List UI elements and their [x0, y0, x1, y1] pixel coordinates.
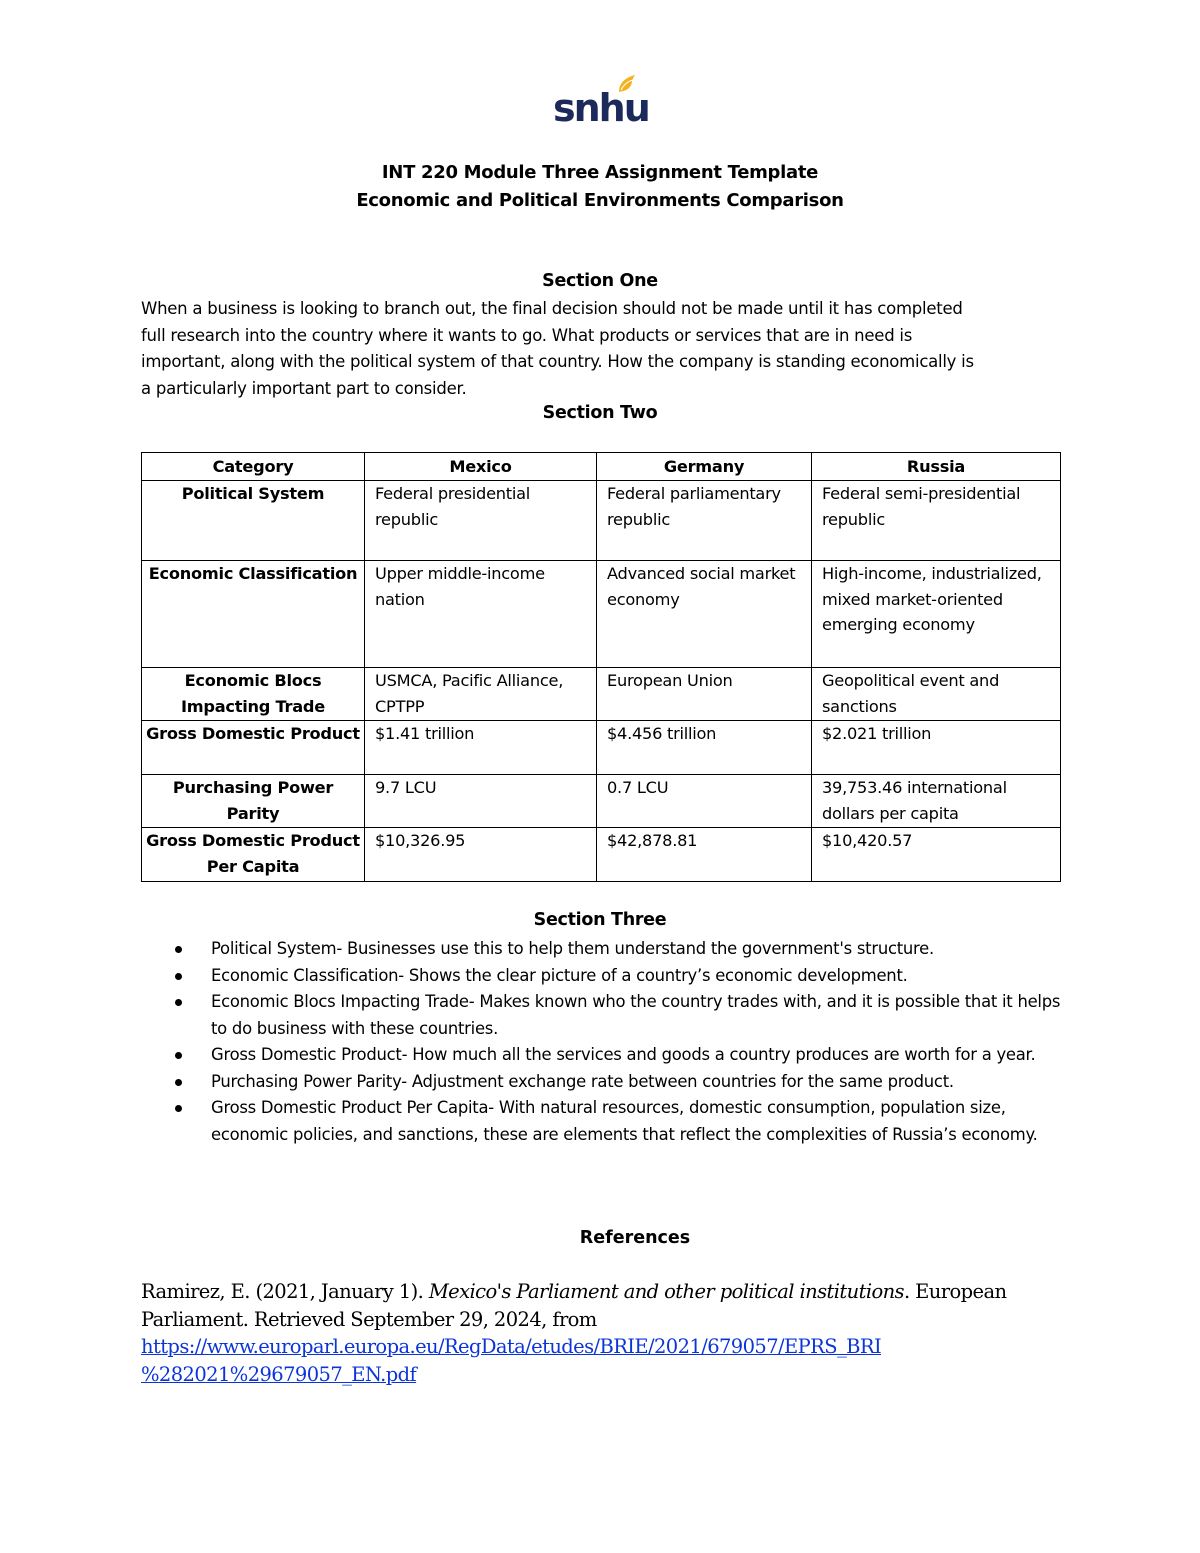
cell-russia: High-income, industrialized, mixed market-oriented emerging economy — [812, 561, 1061, 668]
paragraph-line: When a business is looking to branch out, the final decision should not be made until it has completed — [141, 299, 963, 318]
document-subtitle: Economic and Political Environments Comparison — [356, 190, 844, 211]
list-item: Gross Domestic Product Per Capita- With natural resources, domestic consumption, population size, economic policies, and sanctions, these are elements that reflect the complexities of Russia’s economy. — [141, 1095, 1061, 1148]
bullet-icon — [175, 999, 182, 1006]
section-one-paragraph — [141, 296, 1061, 402]
cell-mexico: $1.41 trillion — [365, 721, 597, 775]
bullet-icon — [175, 1052, 182, 1059]
cell-mexico: 9.7 LCU — [365, 775, 597, 828]
row-category: Economic Blocs Impacting Trade — [142, 668, 365, 721]
reference-entry — [141, 1278, 1061, 1388]
column-header-russia: Russia — [812, 453, 1061, 481]
list-item: Purchasing Power Parity- Adjustment exchange rate between countries for the same product. — [141, 1069, 1061, 1096]
snhu-logo — [553, 72, 649, 134]
section-one-heading: Section One — [542, 271, 658, 291]
table-row — [142, 561, 1061, 668]
bullet-icon — [175, 1105, 182, 1112]
bullet-icon — [175, 1079, 182, 1086]
list-item: Economic Blocs Impacting Trade- Makes known who the country trades with, and it is possible that it helps to do business with these countries. — [141, 989, 1061, 1042]
cell-russia: Geopolitical event and sanctions — [812, 668, 1061, 721]
row-category: Purchasing Power Parity — [142, 775, 365, 828]
reference-publisher: . European Parliament. Retrieved September 29, 2024, from — [141, 1280, 1007, 1331]
table-row — [142, 668, 1061, 721]
reference-link[interactable]: https://www.europarl.europa.eu/RegData/etudes/BRIE/2021/679057/EPRS_BRI %282021%29679057_EN.pdf — [141, 1335, 882, 1386]
bullet-icon — [175, 946, 182, 953]
cell-germany: European Union — [597, 668, 812, 721]
cell-russia: $2.021 trillion — [812, 721, 1061, 775]
cell-mexico: $10,326.95 — [365, 828, 597, 882]
list-item: Political System- Businesses use this to help them understand the government's structure. — [141, 936, 1061, 963]
cell-germany: Advanced social market economy — [597, 561, 812, 668]
row-category: Political System — [142, 481, 365, 561]
comparison-table — [141, 452, 1061, 882]
column-header-germany: Germany — [597, 453, 812, 481]
reference-title: Mexico's Parliament and other political institutions — [428, 1280, 904, 1303]
row-category: Economic Classification — [142, 561, 365, 668]
cell-germany: Federal parliamentary republic — [597, 481, 812, 561]
cell-russia: $10,420.57 — [812, 828, 1061, 882]
list-item: Gross Domestic Product- How much all the services and goods a country produces are worth for a year. — [141, 1042, 1061, 1069]
cell-germany: $4.456 trillion — [597, 721, 812, 775]
cell-russia: 39,753.46 international dollars per capita — [812, 775, 1061, 828]
table-row — [142, 828, 1061, 882]
section-three-list — [141, 936, 1061, 1148]
references-heading: References — [579, 1228, 691, 1248]
table-row — [142, 481, 1061, 561]
section-three-heading: Section Three — [533, 910, 667, 930]
cell-mexico: Federal presidential republic — [365, 481, 597, 561]
paragraph-line: important, along with the political system of that country. How the company is standing economically is — [141, 352, 974, 372]
cell-germany: 0.7 LCU — [597, 775, 812, 828]
logo-wordmark: snhu — [553, 86, 649, 130]
table-row — [142, 775, 1061, 828]
section-two-heading: Section Two — [542, 403, 658, 423]
paragraph-line: full research into the country where it wants to go. What products or services that are in need is — [141, 325, 913, 345]
reference-authors: Ramirez, E. (2021, January 1). — [141, 1280, 429, 1303]
table-row — [142, 721, 1061, 775]
cell-mexico: Upper middle-income nation — [365, 561, 597, 668]
list-item: Economic Classification- Shows the clear picture of a country’s economic development. — [141, 963, 1061, 990]
paragraph-line: a particularly important part to consider. — [141, 378, 467, 398]
column-header-mexico: Mexico — [365, 453, 597, 481]
cell-russia: Federal semi-presidential republic — [812, 481, 1061, 561]
document-title: INT 220 Module Three Assignment Template — [381, 162, 819, 183]
column-header-category: Category — [142, 453, 365, 481]
cell-mexico: USMCA, Pacific Alliance, CPTPP — [365, 668, 597, 721]
cell-germany: $42,878.81 — [597, 828, 812, 882]
row-category: Gross Domestic Product — [142, 721, 365, 775]
row-category: Gross Domestic Product Per Capita — [142, 828, 365, 882]
bullet-icon — [175, 973, 182, 980]
